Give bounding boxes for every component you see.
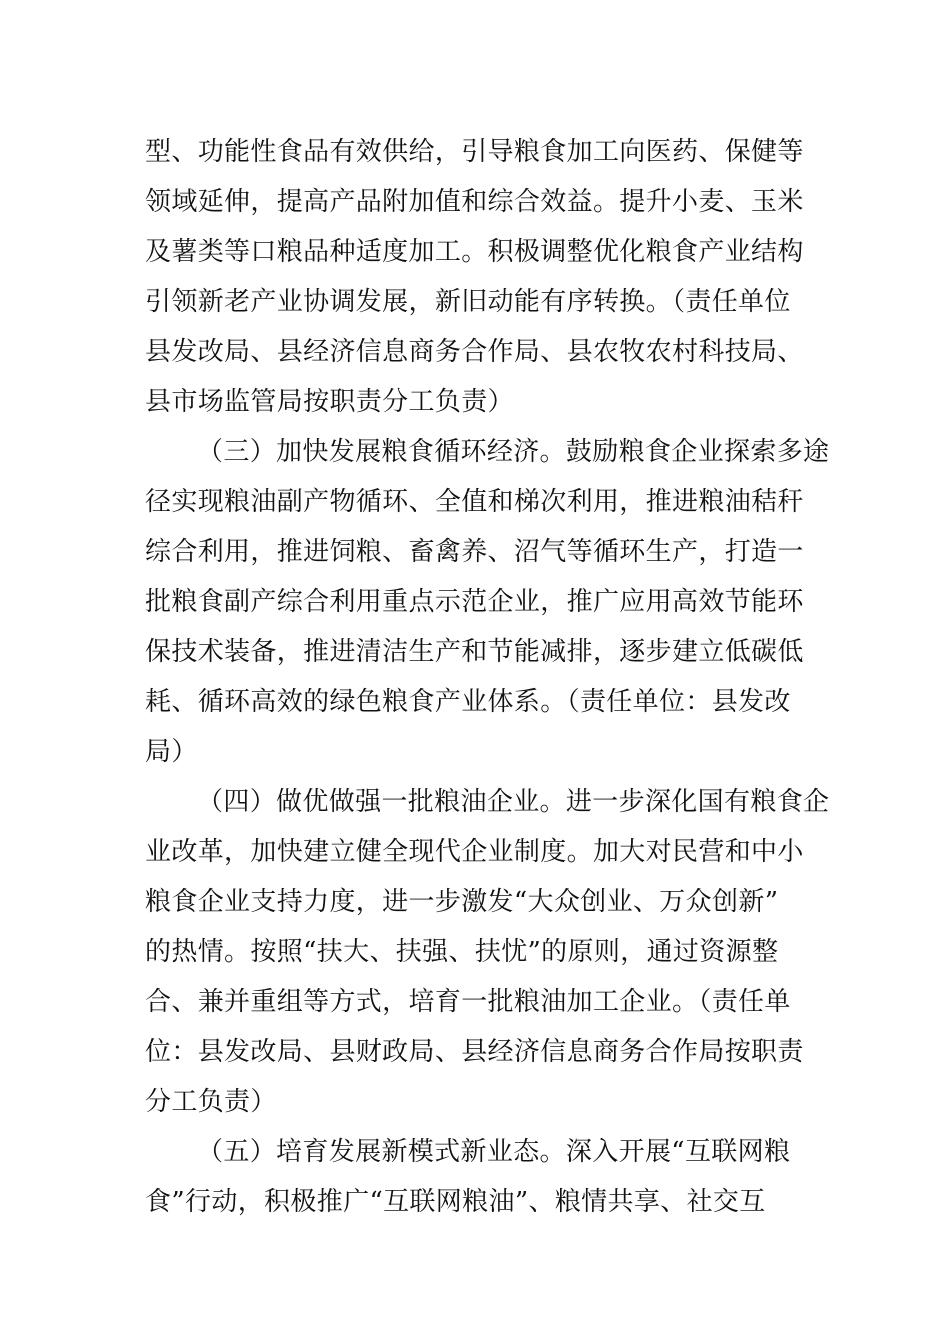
- text-line: 位：县发改局、县财政局、县经济信息商务合作局按职责: [145, 1037, 804, 1067]
- text-line: 及薯类等口粮品种适度加工。积极调整优化粮食产业结构: [145, 237, 804, 267]
- text-line: 县市场监管局按职责分工负责）: [145, 387, 514, 417]
- text-line: 耗、循环高效的绿色粮食产业体系。（责任单位：县发改: [145, 687, 791, 717]
- text-line: 径实现粮油副产物循环、全值和梯次利用，推进粮油秸秆: [145, 487, 804, 517]
- text-line: 保技术装备，推进清洁生产和节能减排，逐步建立低碳低: [145, 637, 804, 667]
- text-line: 的热情。按照“扶大、扶强、扶忧”的原则，通过资源整: [145, 937, 779, 967]
- text-line: 食”行动，积极推广“互联网粮油”、粮情共享、社交互: [145, 1187, 766, 1217]
- text-line: 粮食企业支持力度，进一步激发“大众创业、万众创新”: [145, 887, 779, 917]
- text-line: 县发改局、县经济信息商务合作局、县农牧农村科技局、: [145, 337, 804, 367]
- text-line: 领域延伸，提高产品附加值和综合效益。提升小麦、玉米: [145, 187, 804, 217]
- text-line: 分工负责）: [145, 1087, 277, 1117]
- text-line: 合、兼并重组等方式，培育一批粮油加工企业。（责任单: [145, 987, 791, 1017]
- text-line: 业改革，加快建立健全现代企业制度。加大对民营和中小: [145, 837, 804, 867]
- text-line: 综合利用，推进饲粮、畜禽养、沼气等循环生产，打造一: [145, 537, 804, 567]
- paragraph-start-line: （五）培育发展新模式新业态。深入开展“互联网粮: [197, 1137, 791, 1167]
- text-line: 批粮食副产综合利用重点示范企业，推广应用高效节能环: [145, 587, 804, 617]
- paragraph-start-line: （四）做优做强一批粮油企业。进一步深化国有粮食企: [197, 787, 830, 817]
- text-line: 型、功能性食品有效供给，引导粮食加工向医药、保健等: [145, 137, 804, 167]
- text-line: 引领新老产业协调发展，新旧动能有序转换。（责任单位: [145, 287, 791, 317]
- text-line: 局）: [145, 737, 198, 767]
- paragraph-start-line: （三）加快发展粮食循环经济。鼓励粮食企业探索多途: [197, 437, 830, 467]
